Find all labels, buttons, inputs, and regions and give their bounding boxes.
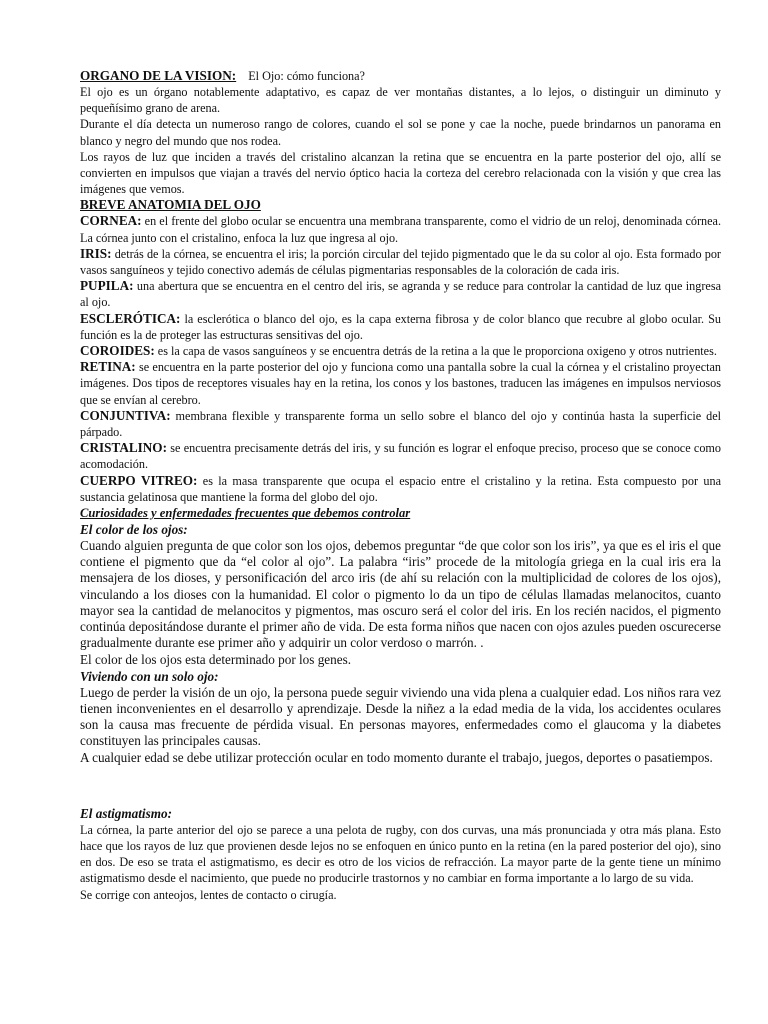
title-subtitle: El Ojo: cómo funciona? <box>248 69 365 83</box>
anatomy-term: COROIDES: <box>80 343 155 359</box>
anatomy-term: CUERPO VITREO: <box>80 472 198 488</box>
anatomy-item-conjuntiva <box>80 408 721 440</box>
anatomy-item-iris <box>80 246 721 278</box>
anatomy-item-coroides <box>80 343 721 359</box>
anatomy-item-cristalino <box>80 440 721 472</box>
anatomy-text: la esclerótica o blanco del ojo, es la capa externa fibrosa y de color blanco que recubre al globo ocular. Su función es la de proteger las estructuras sensitivas del ojo. <box>80 311 721 342</box>
anatomy-term: ESCLERÓTICA: <box>80 310 181 326</box>
anatomy-term: CONJUNTIVA: <box>80 407 171 423</box>
anatomy-text: es la capa de vasos sanguíneos y se encuentra detrás de la retina a la que le proporciona oxigeno y otros nutrientes. <box>154 344 717 359</box>
anatomy-text: detrás de la córnea, se encuentra el iris; la porción circular del tejido pigmentado que le da su color al ojo. Esta formado por vasos sanguíneos y tejido conectivo además de células pigmentarias responsables de la coloración de cada iris. <box>80 246 721 278</box>
anatomy-term: RETINA: <box>80 359 136 375</box>
anatomy-term: PUPILA: <box>80 278 134 294</box>
anatomy-term: CORNEA: <box>80 213 142 229</box>
anatomy-text: una abertura que se encuentra en el centro del iris, se agranda y se reduce para controlar la cantidad de luz que ingresa al ojo. <box>80 279 721 310</box>
anatomy-text: se encuentra precisamente detrás del iris, y su función es lograr el enfoque preciso, proceso que se conoce como acomodación. <box>80 441 721 472</box>
intro-paragraph: Durante el día detecta un numeroso rango de colores, cuando el sol se pone y cae la noche, puede brindarnos un panorama en blanco y negro del mundo que nos rodea. <box>80 117 721 148</box>
color-ojos-heading: El color de los ojos: <box>80 522 188 538</box>
anatomy-item-pupila <box>80 278 721 310</box>
anatomy-text: se encuentra en la parte posterior del ojo y funciona como una pantalla sobre la cual la córnea y el cristalino proyectan imágenes. Dos tipos de receptores visuales hay en la retina, los conos y los bastones, traducen las imágenes en impulsos nerviosos que se envían al cerebro. <box>80 360 721 407</box>
un-solo-ojo-paragraph: A cualquier edad se debe utilizar protección ocular en todo momento durante el trabajo, juegos, deportes o pasatiempos. <box>80 749 713 765</box>
color-ojos-paragraph: El color de los ojos esta determinado por los genes. <box>80 651 352 667</box>
un-solo-ojo-paragraph: Luego de perder la visión de un ojo, la persona puede seguir viviendo una vida plena a cualquier edad. Los niños rara vez tienen inconvenientes en el desarrollo y aprendizaje. Desde la niñez a la edad media de la vida, los accidentes oculares son la causa mas frecuente de pérdida visual. En personas mayores, enfermedades como el glaucoma y la diabetes constituyen las principales causas. <box>80 684 721 749</box>
anatomy-heading: BREVE ANATOMIA DEL OJO <box>80 197 261 213</box>
intro-paragraph: Los rayos de luz que inciden a través del cristalino alcanzan la retina que se encuentra en la parte posterior del ojo, allí se convierten en impulsos que viajan a través del nervio óptico hacia la corteza del cerebro relacionada con la visión y que crea las imágenes que vemos. <box>80 149 721 197</box>
curiosidades-heading: Curiosidades y enfermedades frecuentes que debemos controlar <box>80 506 411 521</box>
astigmatismo-paragraph: La córnea, la parte anterior del ojo se parece a una pelota de rugby, con dos curvas, una más pronunciada y otra más plana. Esto hace que los rayos de luz que provienen desde lejos no se enfoquen en único punto en la retina (en la pared posterior del ojo), sino en dos. De eso se trata el astigmatismo, es decir es otro de los vicios de refracción. La mayor parte de la gente tiene un mínimo astigmatismo desde el nacimiento, que puede no producirle trastornos y no cambiar en forma importante a lo largo de su vida. <box>80 822 721 886</box>
document-title <box>80 68 721 84</box>
un-solo-ojo-heading: Viviendo con un solo ojo: <box>80 668 219 684</box>
anatomy-item-cornea <box>80 213 721 245</box>
anatomy-term: IRIS: <box>80 245 112 261</box>
anatomy-text: es la masa transparente que ocupa el espacio entre el cristalino y la retina. Esta compuesto por una sustancia gelatinosa que mantiene la forma del globo del ojo. <box>80 473 721 504</box>
anatomy-item-cuerpo-vitreo <box>80 473 721 505</box>
section-spacer <box>80 766 721 805</box>
astigmatismo-heading: El astigmatismo: <box>80 805 172 821</box>
anatomy-item-esclerotica <box>80 311 721 343</box>
anatomy-text: membrana flexible y transparente forma un sello sobre el blanco del ojo y continúa hasta la superficie del párpado. <box>80 408 721 440</box>
title-main: ORGANO DE LA VISION: <box>80 68 237 83</box>
color-ojos-paragraph: Cuando alguien pregunta de que color son los ojos, debemos preguntar “de que color son los iris”, ya que es el iris el que contiene el pigmento que da “el color al ojo”. La palabra “iris” procede de la mitología griega en la cual iris era la mensajera de los dioses, y personificación del arco iris (de ahí su relación con la multiplicidad de colores de los ojos), vinculando a los dioses con la humanidad. El color o pigmento lo da un tipo de células llamadas melanocitos, cuanto mayor sea la cantidad de melanocitos y pigmentos, mas oscuro será el color del iris. En los recién nacidos, el pigmento continúa depositándose durante el primer año de vida. De esta forma niños que nacen con ojos azules pueden oscurecerse gradualmente durante ese primer año y adquirir un color verdoso o marrón. . <box>80 538 721 651</box>
anatomy-item-retina <box>80 359 721 408</box>
anatomy-term: CRISTALINO: <box>80 440 167 456</box>
astigmatismo-paragraph: Se corrige con anteojos, lentes de contacto o cirugía. <box>80 887 337 902</box>
anatomy-text: en el frente del globo ocular se encuentra una membrana transparente, como el vidrio de un reloj, denominada córnea. La córnea junto con el cristalino, enfoca la luz que ingresa al ojo. <box>80 214 721 245</box>
intro-paragraph: El ojo es un órgano notablemente adaptativo, es capaz de ver montañas distantes, a lo lejos, o distinguir un diminuto y pequeñísimo grano de arena. <box>80 85 721 116</box>
